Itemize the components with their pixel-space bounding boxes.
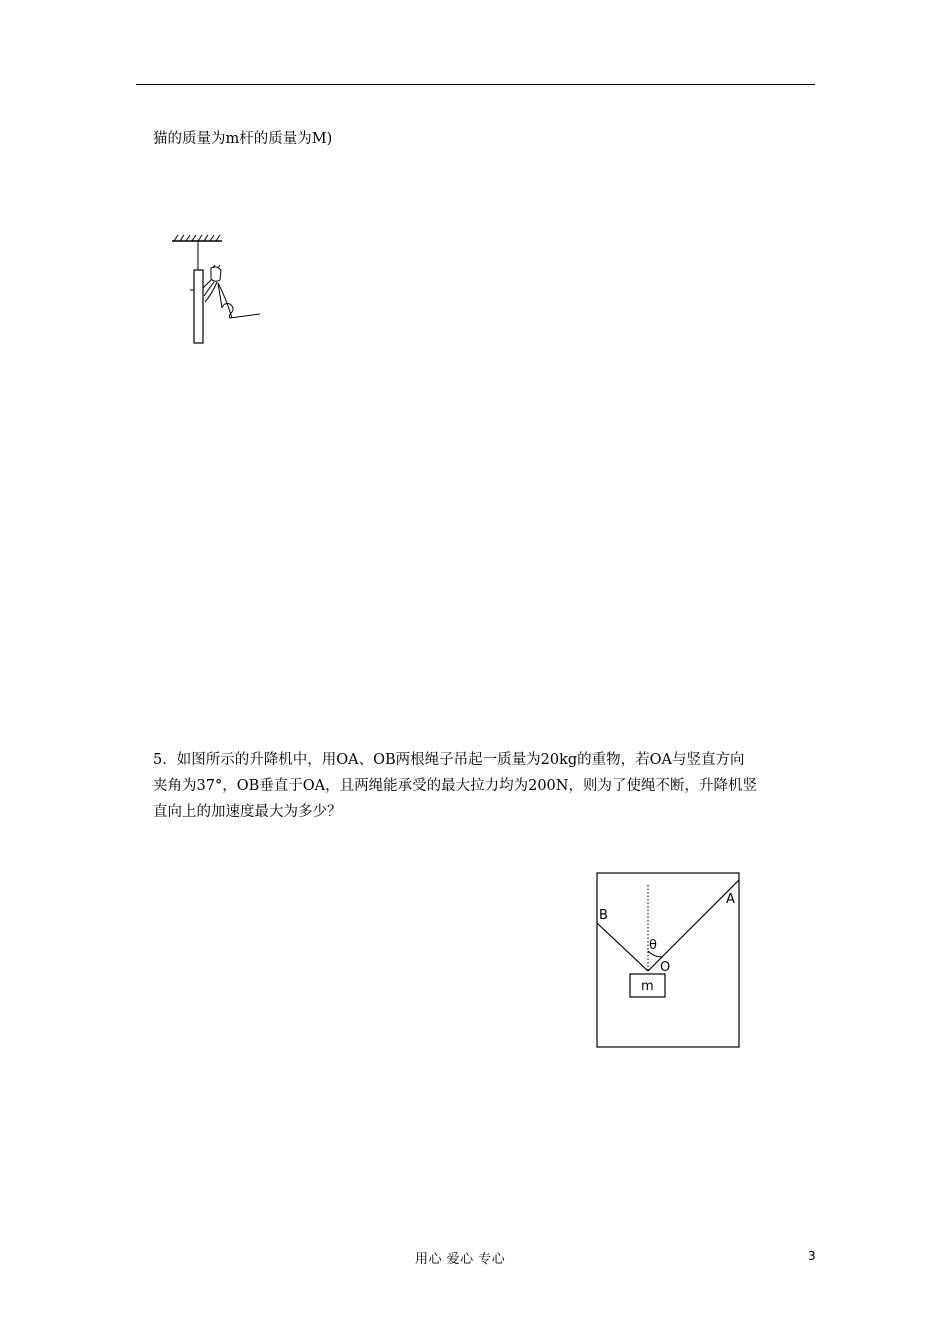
cat-shape [203, 265, 260, 318]
label-theta: θ [649, 938, 657, 953]
page-number: 3 [808, 1249, 816, 1263]
footer-text: 用心 爱心 专心 [415, 1252, 506, 1267]
pole [194, 270, 203, 343]
problem5-line1: 5．如图所示的升降机中，用OA、OB两根绳子吊起一质量为20kg的重物，若OA与竖直方向 [153, 752, 745, 768]
label-a: A [726, 892, 735, 907]
ceiling-hatch [174, 235, 220, 241]
problem5-line3: 直向上的加速度最大为多少？ [153, 804, 342, 820]
label-o: O [660, 960, 671, 975]
problem5-line2: 夹角为37°，OB垂直于OA，且两绳能承受的最大拉力均为200N，则为了使绳不断，升降机竖 [153, 778, 757, 794]
header-rule [136, 84, 815, 85]
label-mass: m [641, 979, 654, 994]
label-b: B [599, 908, 608, 923]
problem4-tail-text: 猫的质量为m杆的质量为M) [153, 131, 333, 147]
cat-pole-figure [160, 230, 270, 350]
elevator-figure [590, 865, 750, 1055]
